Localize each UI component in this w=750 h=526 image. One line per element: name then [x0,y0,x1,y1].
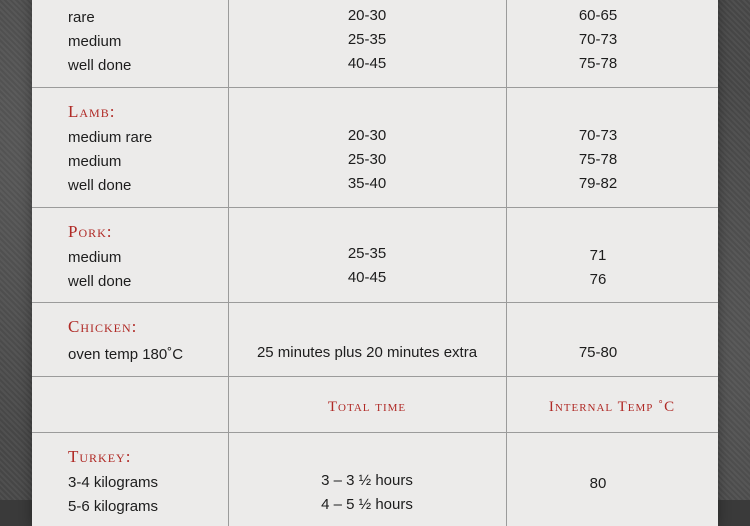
lamb-mediumrare-label: medium rare [68,129,153,146]
row-divider-header-turkey [32,432,718,433]
beef-heading [68,0,110,2]
pork-medium-time: 25-35 [347,245,387,262]
lamb-medium-temp: 75-78 [578,151,618,168]
beef-rare-time: 20-30 [347,7,387,24]
pork-welldone-label: well done [68,273,132,290]
total-time-header: Total time [327,399,407,415]
lamb-mediumrare-time: 20-30 [347,127,387,144]
beef-rare-label: rare [68,9,95,26]
row-divider-beef-lamb [32,87,718,88]
row-divider-chicken-header [32,376,718,377]
turkey-large-time: 4 – 5 ½ hours [321,496,413,513]
lamb-mediumrare-temp: 70-73 [578,127,618,144]
beef-medium-time: 25-35 [347,31,387,48]
turkey-small-label: 3-4 kilograms [68,474,159,491]
beef-rare-temp: 60-65 [578,7,618,24]
turkey-heading: Turkey: [68,447,132,466]
pork-welldone-temp: 76 [589,271,607,288]
lamb-welldone-time: 35-40 [347,175,387,192]
pork-medium-label: medium [68,249,122,266]
lamb-heading: Lamb: [68,102,116,121]
turkey-small-time: 3 – 3 ½ hours [321,472,413,489]
beef-medium-label: medium [68,33,122,50]
lamb-medium-label: medium [68,153,122,170]
chicken-heading: Chicken: [68,317,138,336]
pork-medium-temp: 71 [589,247,607,264]
lamb-welldone-label: well done [68,177,132,194]
internal-temp-header: Internal Temp ˚C [548,399,676,415]
row-divider-lamb-pork [32,207,718,208]
pork-heading: Pork: [68,222,113,241]
row-divider-pork-chicken [32,302,718,303]
lamb-welldone-temp: 79-82 [578,175,618,192]
beef-welldone-time: 40-45 [347,55,387,72]
pork-welldone-time: 40-45 [347,269,387,286]
lamb-medium-time: 25-30 [347,151,387,168]
chicken-oven-time: 25 minutes plus 20 minutes extra [256,344,478,361]
cooking-chart-card [32,0,718,526]
turkey-large-label: 5-6 kilograms [68,498,159,515]
chicken-oven-label: oven temp 180˚C [68,346,184,363]
turkey-small-temp: 80 [589,475,607,492]
beef-medium-temp: 70-73 [578,31,618,48]
chicken-oven-temp: 75-80 [578,344,618,361]
beef-welldone-label: well done [68,57,132,74]
beef-welldone-temp: 75-78 [578,55,618,72]
